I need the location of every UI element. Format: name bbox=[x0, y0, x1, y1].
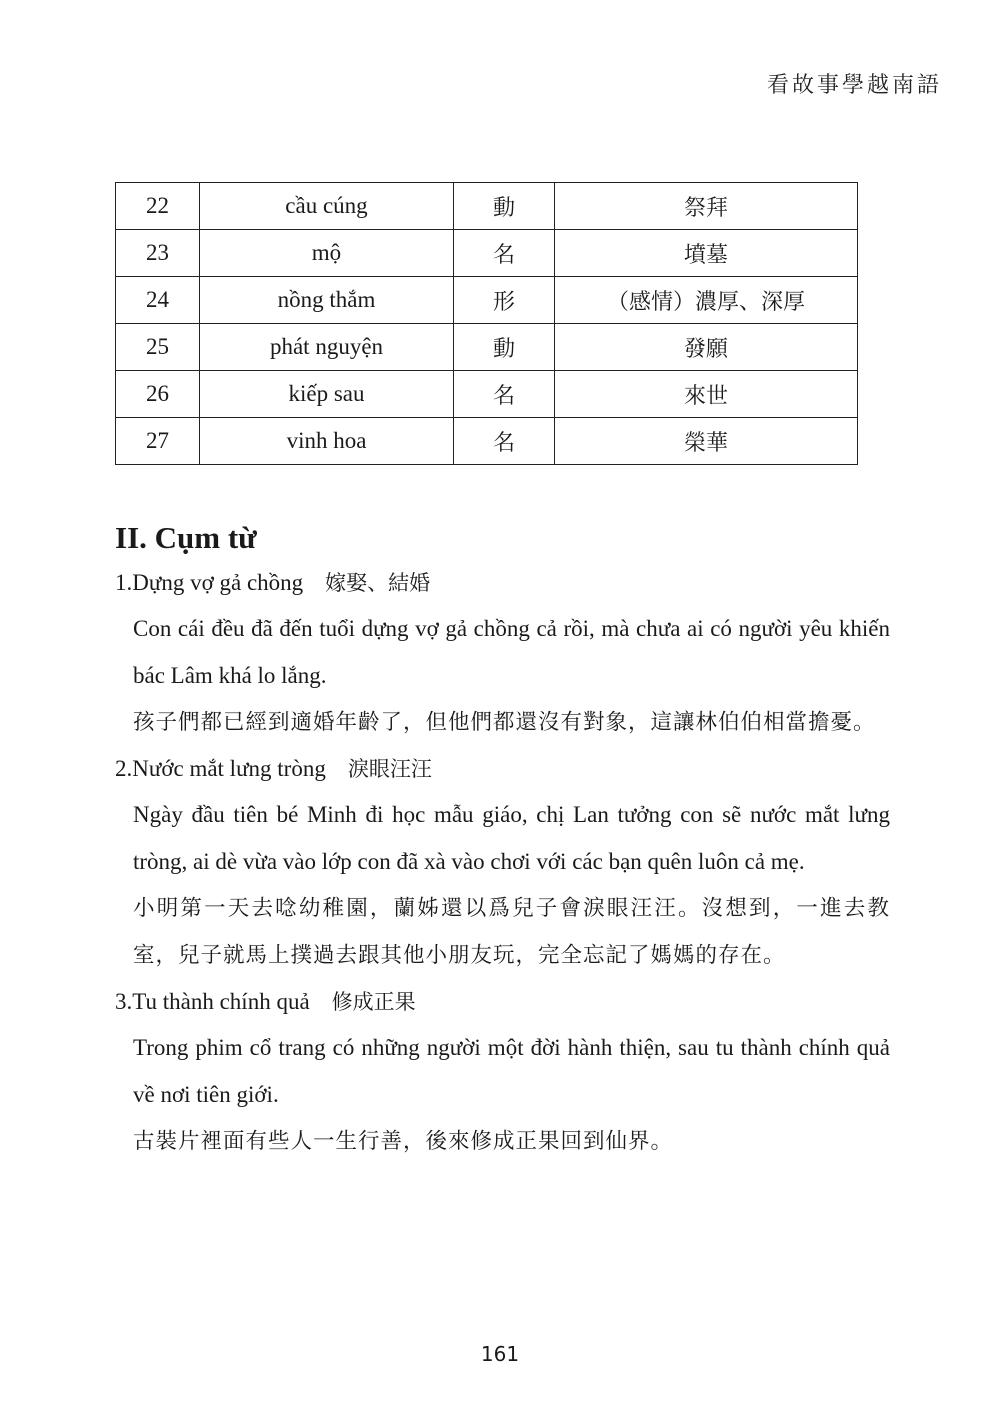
phrase-entry bbox=[115, 560, 890, 746]
chinese-meaning: 榮華 bbox=[555, 418, 858, 465]
row-number: 24 bbox=[116, 277, 200, 324]
vietnamese-word: nồng thắm bbox=[200, 277, 454, 324]
phrase-heading bbox=[115, 979, 890, 1024]
part-of-speech: 名 bbox=[454, 371, 555, 418]
part-of-speech: 名 bbox=[454, 230, 555, 277]
vietnamese-word: cầu cúng bbox=[200, 183, 454, 230]
section-title: II. Cụm từ bbox=[115, 520, 257, 555]
phrase-vietnamese: 3.Tu thành chính quả bbox=[115, 989, 310, 1014]
phrase-vietnamese: 1.Dựng vợ gả chồng bbox=[115, 570, 304, 595]
example-vietnamese: Con cái đều đã đến tuổi dựng vợ gả chồng cả rồi, mà chưa ai có người yêu khiến bác Lâm khá lo lắng. bbox=[133, 616, 890, 688]
vietnamese-word: kiếp sau bbox=[200, 371, 454, 418]
phrase-vietnamese: 2.Nước mắt lưng tròng bbox=[115, 756, 326, 781]
vocabulary-table bbox=[115, 182, 858, 465]
example-chinese: 小明第一天去唸幼稚園，蘭姊還以爲兒子會淚眼汪汪。沒想到，一進去教室，兒子就馬上撲過去跟其他小朋友玩，完全忘記了媽媽的存在。 bbox=[133, 896, 890, 968]
phrase-entry bbox=[115, 746, 890, 979]
vietnamese-word: phát nguyện bbox=[200, 324, 454, 371]
row-number: 26 bbox=[116, 371, 200, 418]
chinese-meaning: 墳墓 bbox=[555, 230, 858, 277]
phrase-chinese: 嫁娶、結婚 bbox=[325, 571, 431, 595]
part-of-speech: 動 bbox=[454, 183, 555, 230]
part-of-speech: 形 bbox=[454, 277, 555, 324]
row-number: 22 bbox=[116, 183, 200, 230]
row-number: 27 bbox=[116, 418, 200, 465]
running-header: 看故事學越南語 bbox=[766, 73, 942, 98]
table-row bbox=[116, 324, 858, 371]
table-row bbox=[116, 371, 858, 418]
example-chinese: 古裝片裡面有些人一生行善，後來修成正果回到仙界。 bbox=[133, 1129, 674, 1154]
chinese-meaning: 發願 bbox=[555, 324, 858, 371]
chinese-meaning: 來世 bbox=[555, 371, 858, 418]
phrase-heading bbox=[115, 746, 890, 791]
example-vietnamese: Trong phim cổ trang có những người một đời hành thiện, sau tu thành chính quả về nơi tiên giới. bbox=[133, 1035, 890, 1107]
example-chinese: 孩子們都已經到適婚年齡了，但他們都還沒有對象，這讓林伯伯相當擔憂。 bbox=[133, 710, 876, 735]
table-row bbox=[116, 418, 858, 465]
example-vietnamese: Ngày đầu tiên bé Minh đi học mẫu giáo, chị Lan tưởng con sẽ nước mắt lưng tròng, ai dè vừa vào lớp con đã xà vào chơi với các bạn quên luôn cả mẹ. bbox=[133, 802, 890, 874]
row-number: 23 bbox=[116, 230, 200, 277]
row-number: 25 bbox=[116, 324, 200, 371]
table-row bbox=[116, 183, 858, 230]
vietnamese-word: mộ bbox=[200, 230, 454, 277]
part-of-speech: 動 bbox=[454, 324, 555, 371]
phrase-chinese: 淚眼汪汪 bbox=[347, 757, 432, 781]
page-number: 161 bbox=[480, 1342, 520, 1366]
phrase-heading bbox=[115, 560, 890, 605]
phrase-entry bbox=[115, 979, 890, 1165]
chinese-meaning: （感情）濃厚、深厚 bbox=[555, 277, 858, 324]
phrase-list bbox=[115, 560, 890, 1165]
part-of-speech: 名 bbox=[454, 418, 555, 465]
table-row bbox=[116, 230, 858, 277]
phrase-chinese: 修成正果 bbox=[331, 990, 416, 1014]
vietnamese-word: vinh hoa bbox=[200, 418, 454, 465]
table-row bbox=[116, 277, 858, 324]
chinese-meaning: 祭拜 bbox=[555, 183, 858, 230]
